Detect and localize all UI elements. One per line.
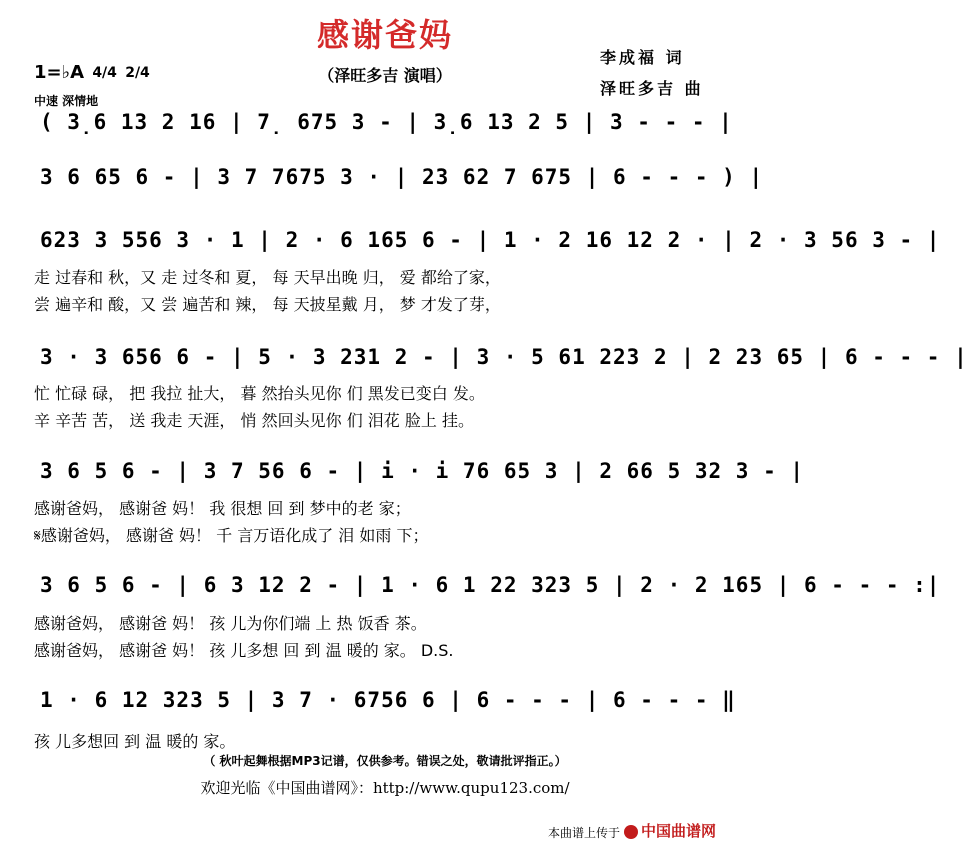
lyrics-line-4: 辛 辛苦 苦， 送 我走 天涯， 悄 然回头见你 们 泪花 脸上 挂。	[34, 411, 474, 430]
song-title: 感谢爸妈	[316, 16, 453, 54]
lyrics-line-9: 孩 儿多想回 到 温 暖的 家。	[34, 732, 236, 751]
lyrics-line-2: 尝 遍辛和 酸，又 尝 遍苦和 辣， 每 天披星戴 月， 梦 才发了芽，	[34, 295, 501, 314]
key-label: 1=♭A	[34, 62, 85, 83]
upload-label: 本曲谱上传于	[547, 826, 620, 840]
score-line-5: 3 6 5 6 - | 3 7 56 6 - | i · i 76 65 3 | 2 66 5 32 3 - |	[40, 459, 805, 483]
time-signature-2: 2/4	[125, 64, 150, 81]
lyrics-line-5: 感谢爸妈， 感谢爸 妈！ 我 很想 回 到 梦中的老 家；	[34, 499, 411, 518]
transcription-note: （ 秋叶起舞根据MP3记谱，仅供参考。错误之处，敬请批评指正。）	[203, 754, 567, 768]
tempo-marking: 中速 深情地	[34, 94, 99, 108]
composer-credit: 泽旺多吉 曲	[600, 79, 704, 98]
key-signature	[34, 62, 150, 83]
logo-icon	[624, 825, 638, 839]
singer-subtitle: （泽旺多吉 演唱）	[318, 66, 452, 85]
lyrics-line-8: 感谢爸妈， 感谢爸 妈！ 孩 儿多想 回 到 温 暖的 家。 D.S.	[34, 641, 454, 660]
score-line-1: ( 3̣6 13 2 16 | 7̣ 675 3 - | 3̣6 13 2 5 | 3 - - - |	[40, 110, 733, 134]
lyrics-line-7: 感谢爸妈， 感谢爸 妈！ 孩 儿为你们端 上 热 饭香 茶。	[34, 614, 427, 633]
lyrics-line-3: 忙 忙碌 碌， 把 我拉 扯大， 暮 然抬头见你 们 黑发已变白 发。	[34, 384, 485, 403]
lyrics-line-1: 走 过春和 秋，又 走 过冬和 夏， 每 天早出晚 归， 爱 都给了家，	[34, 268, 501, 287]
time-signature-1: 4/4	[92, 64, 117, 81]
score-line-4: 3 · 3 656 6 - | 5 · 3 231 2 - | 3 · 5 61 223 2 | 2 23 65 | 6 - - - |	[40, 345, 968, 369]
score-line-2: 3 6 65 6 - | 3 7 7675 3 · | 23 62 7 675 | 6 - - - ) |	[40, 165, 764, 189]
lyrics-line-6: 𝄋感谢爸妈， 感谢爸 妈！ 千 言万语化成了 泪 如雨 下；	[34, 526, 429, 545]
site-logo	[624, 820, 716, 841]
score-line-7: 1 · 6 12 323 5 | 3 7 · 6756 6 | 6 - - - | 6 - - - ‖	[40, 688, 736, 712]
logo-text: 中国曲谱网	[641, 822, 717, 840]
score-line-3: 623 3 556 3 · 1 | 2 · 6 165 6 - | 1 · 2 16 12 2 · | 2 · 3 56 3 - |	[40, 228, 941, 252]
welcome-line: 欢迎光临《中国曲谱网》：http://www.qupu123.com/	[200, 779, 570, 797]
lyricist-credit: 李成福 词	[600, 48, 685, 67]
score-line-6: 3 6 5 6 - | 6 3 12 2 - | 1 · 6 1 22 323 5 | 2 · 2 165 | 6 - - - :|	[40, 573, 941, 597]
